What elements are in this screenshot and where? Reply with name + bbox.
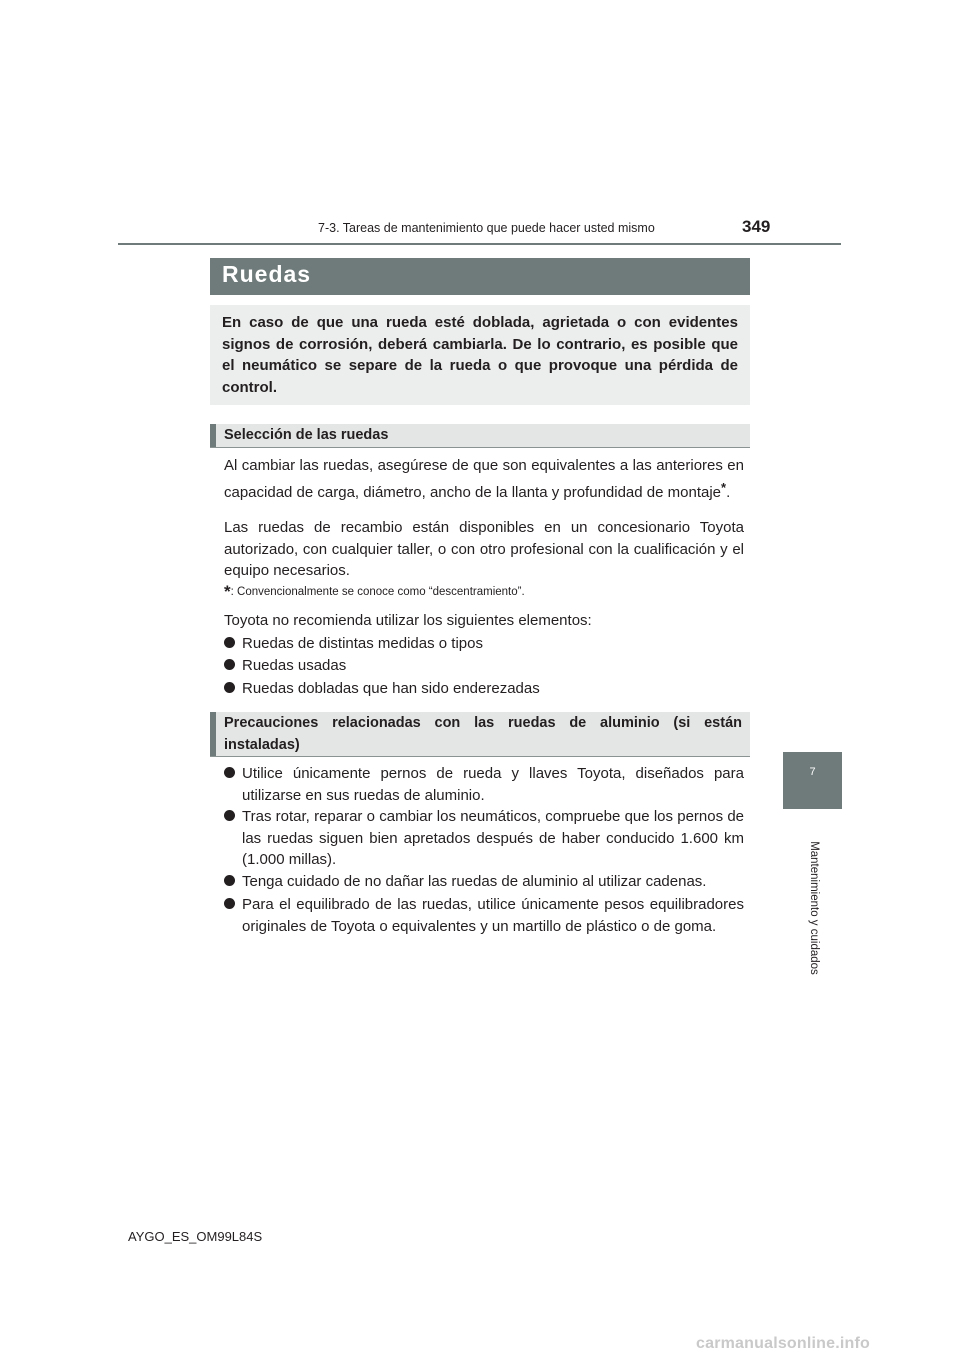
footnote [224, 583, 744, 601]
aluminum-heading-bar [210, 712, 750, 757]
bullet-icon [224, 875, 235, 886]
chapter-label: Mantenimiento y cuidados [808, 841, 820, 975]
watermark: carmanualsonline.info [696, 1335, 871, 1352]
list-item-text: Ruedas de distintas medidas o tipos [242, 635, 483, 652]
selection-text-1: Al cambiar las ruedas, asegúrese de que son equivalentes a las anteriores en capacidad de carga, diámetro, ancho de la llanta y profundidad de montaje [224, 457, 744, 501]
bullet-icon [224, 810, 235, 821]
aluminum-heading: Precauciones relacionadas con las ruedas de aluminio (si están instaladas) [224, 715, 742, 753]
footnote-text: : Convencionalmente se conoce como “descentramiento”. [230, 586, 525, 598]
header-divider [118, 243, 841, 245]
asterisk-mark: * [721, 479, 727, 495]
page-number: 349 [742, 217, 771, 236]
bullet-icon [224, 682, 235, 693]
document-code: AYGO_ES_OM99L84S [128, 1229, 263, 1244]
list-item-text: Tenga cuidado de no dañar las ruedas de aluminio al utilizar cadenas. [242, 873, 707, 890]
list-item-text: Tras rotar, reparar o cambiar los neumáticos, compruebe que los pernos de las ruedas siguen bien apretados después de haber conducido 1.600 km (1.000 millas). [242, 808, 744, 868]
bullet-icon [224, 637, 235, 648]
bullet-icon [224, 898, 235, 909]
chapter-number: 7 [809, 766, 816, 778]
selection-paragraph-2: Las ruedas de recambio están disponibles en un concesionario Toyota autorizado, con cualquier taller, o con otro profesional con la cualificación y el equipo necesarios. [224, 519, 744, 579]
selection-heading: Selección de las ruedas [224, 427, 389, 443]
title-bar [210, 258, 750, 295]
selection-heading-bar [210, 424, 750, 448]
intro-text: En caso de que una rueda esté doblada, agrietada o con evidentes signos de corrosión, deberá cambiarla. De lo contrario, es posible que el neumático se separe de la rueda o que provoque una pérdida de control. [222, 314, 738, 396]
list-item-text: Utilice únicamente pernos de rueda y llaves Toyota, diseñados para utilizarse en sus ruedas de aluminio. [242, 765, 744, 804]
section-header: 7-3. Tareas de mantenimiento que puede hacer usted mismo [318, 221, 655, 235]
list-item-text: Ruedas dobladas que han sido enderezadas [242, 680, 540, 697]
not-recommended-text: Toyota no recomienda utilizar los siguientes elementos: [224, 612, 592, 629]
selection-paragraph-1 [224, 455, 744, 503]
list-item-text: Ruedas usadas [242, 657, 347, 674]
chapter-tab [783, 752, 842, 809]
intro-box [210, 305, 750, 405]
page-title: Ruedas [222, 261, 312, 287]
selection-text-1-end: . [726, 483, 731, 501]
bullet-icon [224, 767, 235, 778]
list-item-text: Para el equilibrado de las ruedas, utilice únicamente pesos equilibradores originales de Toyota o equivalentes y un martillo de plástico o de goma. [242, 896, 744, 935]
footnote-asterisk: * [224, 582, 231, 601]
bullet-icon [224, 659, 235, 670]
